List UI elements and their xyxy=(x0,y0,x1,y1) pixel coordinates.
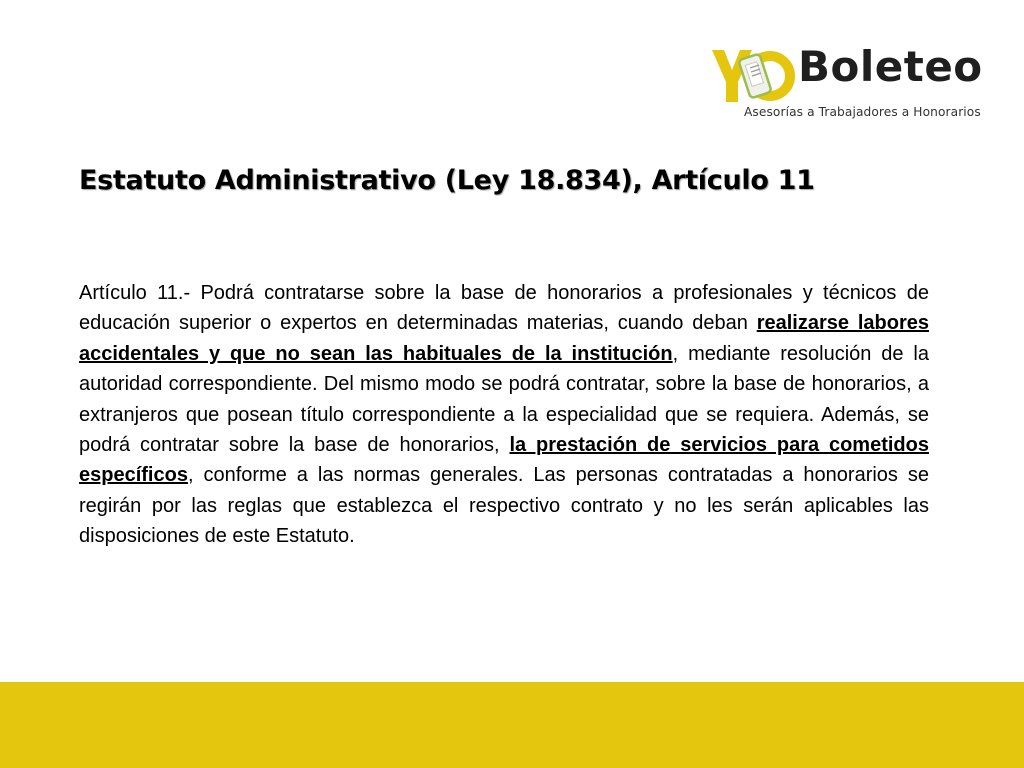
logo-wordmark: Boleteo xyxy=(798,42,983,91)
footer-bar xyxy=(0,682,1024,768)
underlined-text-2: la prestación de servicios para cometidos específicos xyxy=(79,434,929,487)
slide-title: Estatuto Administrativo (Ley 18.834), Artículo 11 xyxy=(79,165,815,196)
underlined-text-1: realizarse labores accidentales y que no sean las habituales de la institución xyxy=(79,312,929,365)
body-text-1: Artículo 11.- Podrá contratarse sobre la base de honorarios a profesionales y técnicos de educación superior o expertos en determinadas materias, cuando deban xyxy=(79,282,929,335)
logo-tagline: Asesorías a Trabajadores a Honorarios xyxy=(744,105,981,119)
body-text-3: , conforme a las normas generales. Las personas contratadas a honorarios se regirán por las reglas que establezca el respectivo contrato y no les serán aplicables las disposiciones de este Estatuto. xyxy=(79,464,929,548)
article-body xyxy=(79,278,929,552)
yoboleteo-logo xyxy=(708,44,998,124)
body-text-2: , mediante resolución de la autoridad correspondiente. Del mismo modo se podrá contratar, sobre la base de honorarios, a extranjeros que posean título correspondiente a la especialidad que se requiera. Además, se podrá contratar sobre la base de honorarios, xyxy=(79,342,929,457)
